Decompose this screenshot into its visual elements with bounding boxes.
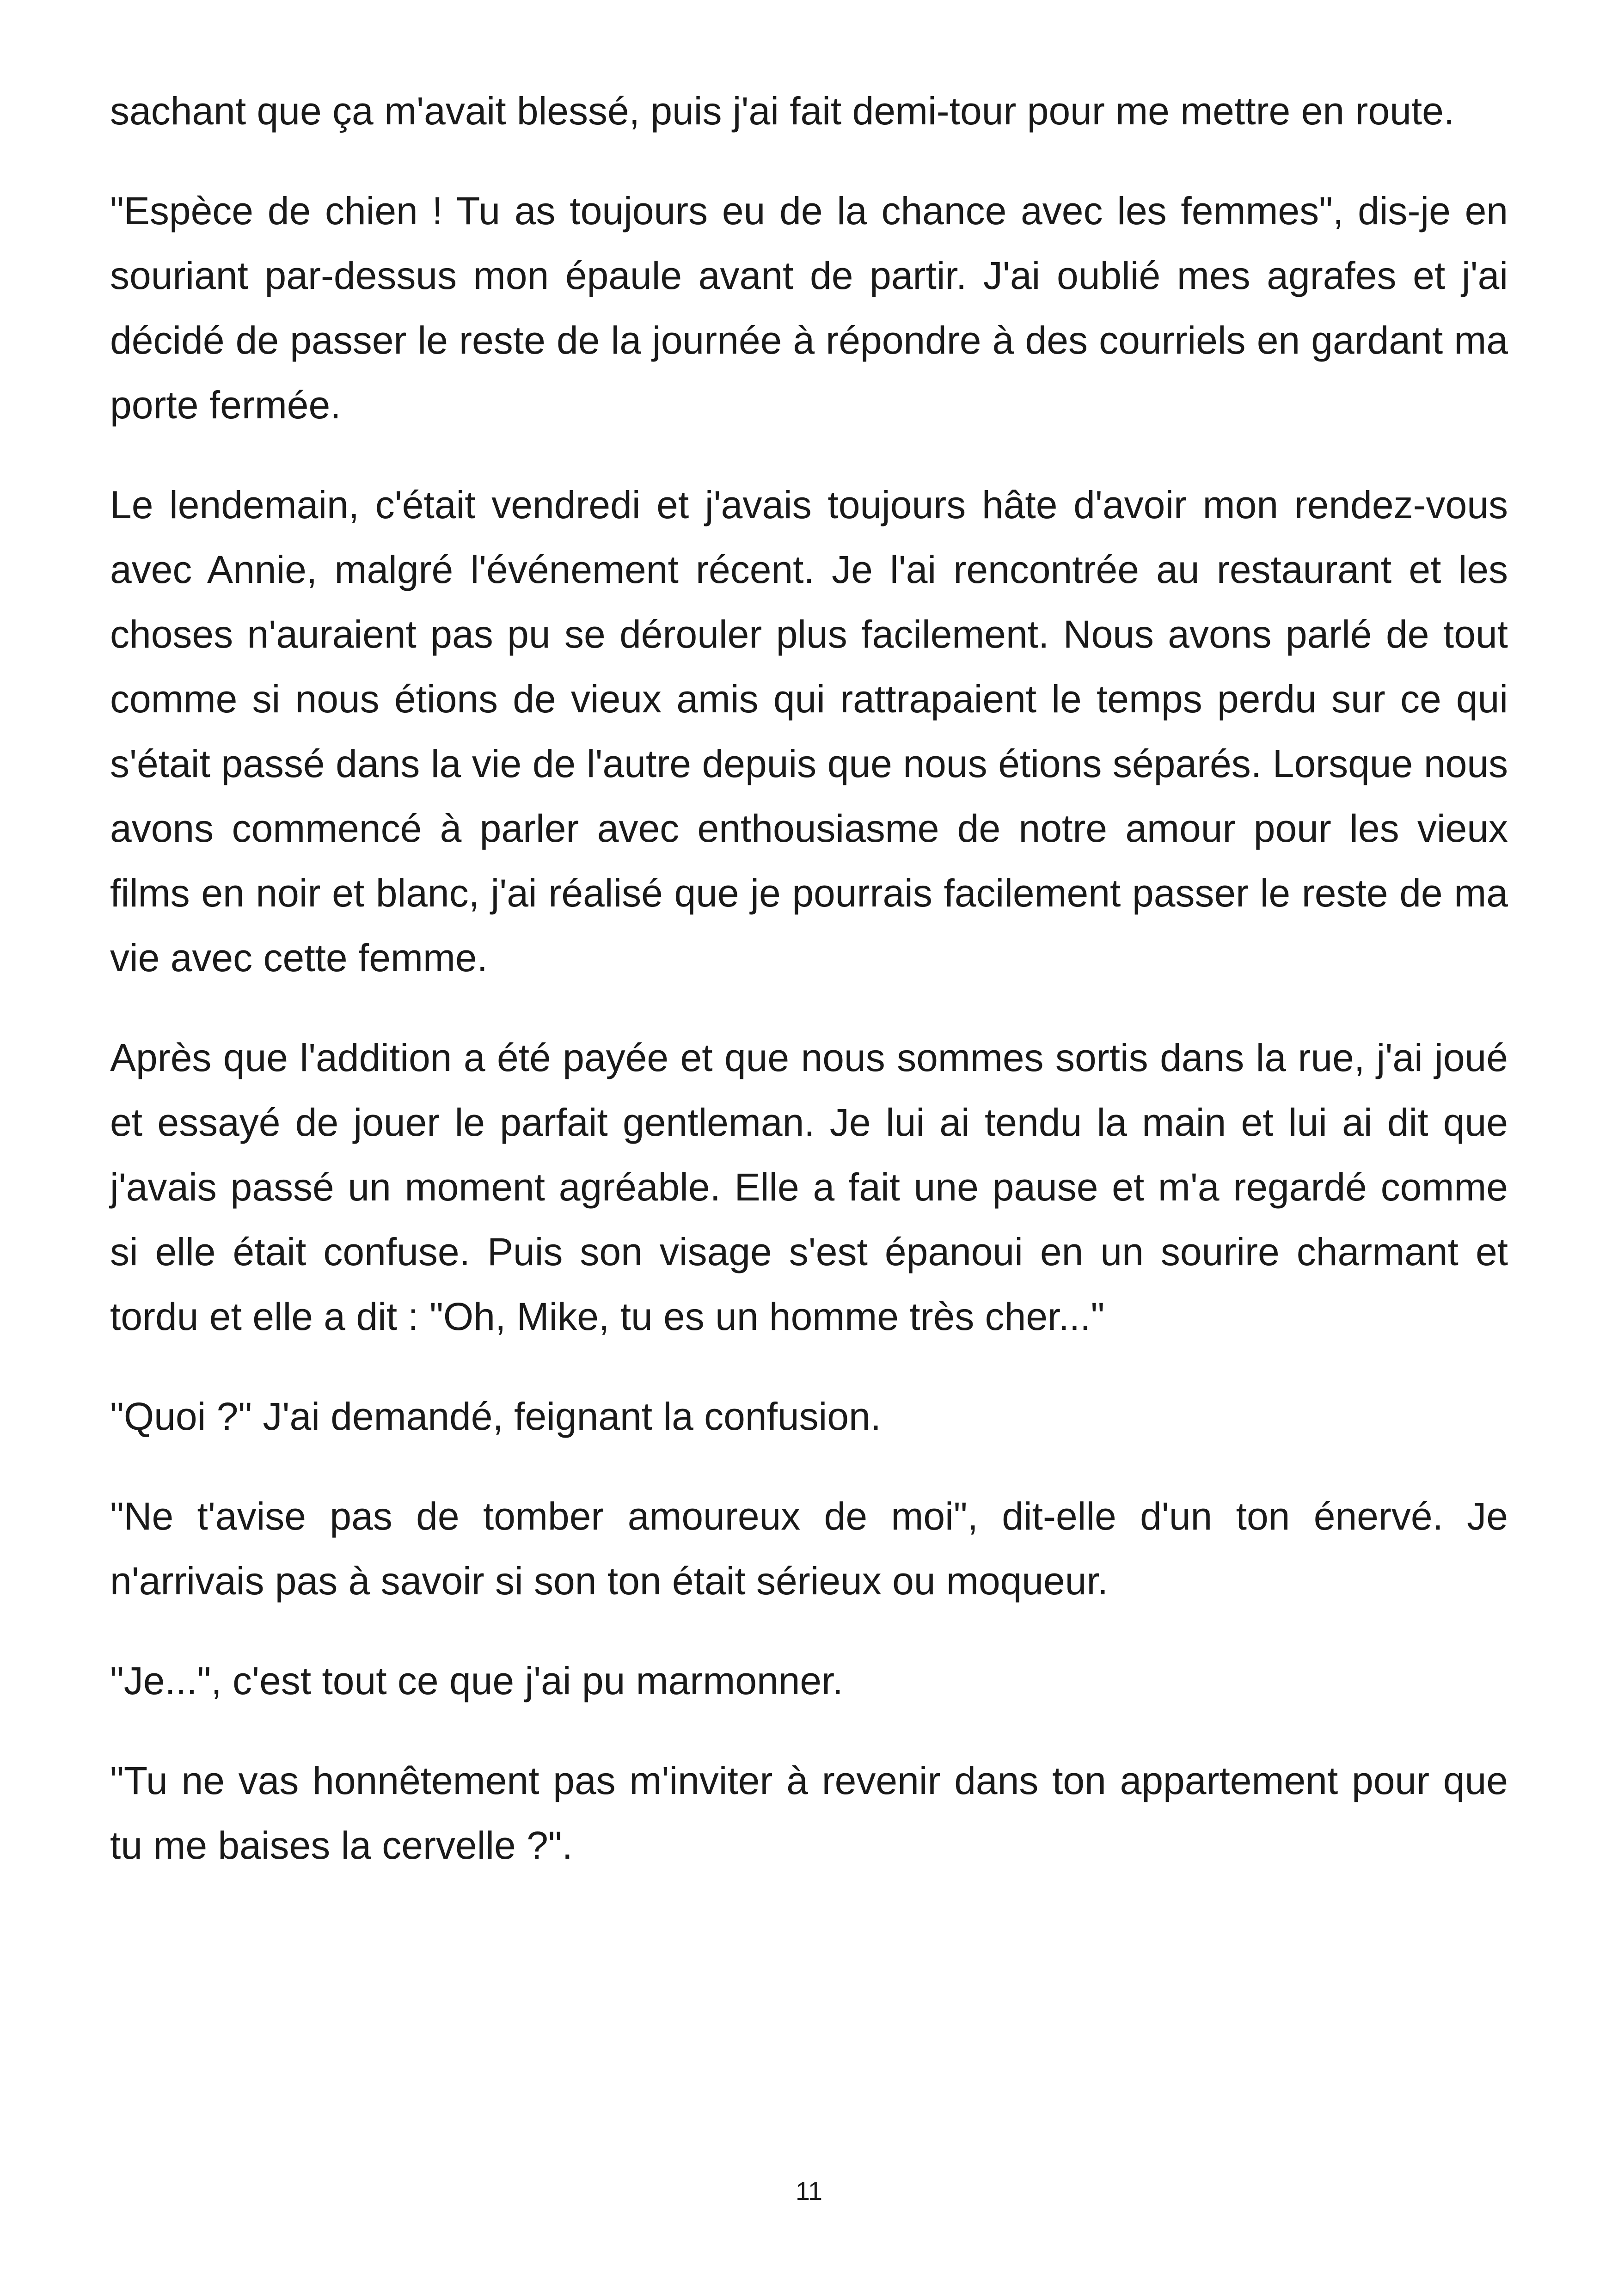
body-text [110,79,1508,1913]
paragraph: "Espèce de chien ! Tu as toujours eu de la chance avec les femmes", dis-je en souriant par-dessus mon épaule avant de partir. J'ai oublié mes agrafes et j'ai décidé de passer le reste de la journée à répondre à des courriels en gardant ma porte fermée. [110,189,1508,427]
paragraph: "Quoi ?" J'ai demandé, feignant la confusion. [110,1395,882,1438]
paragraph: Le lendemain, c'était vendredi et j'avais toujours hâte d'avoir mon rendez-vous avec Annie, malgré l'événement récent. Je l'ai rencontrée au restaurant et les choses n'auraient pas pu se dérouler plus facilement. Nous avons parlé de tout comme si nous étions de vieux amis qui rattrapaient le temps perdu sur ce qui s'était passé dans la vie de l'autre depuis que nous étions séparés. Lorsque nous avons commencé à parler avec enthousiasme de notre amour pour les vieux films en noir et blanc, j'ai réalisé que je pourrais facilement passer le reste de ma vie avec cette femme. [110,483,1508,980]
paragraph: "Je...", c'est tout ce que j'ai pu marmonner. [110,1659,843,1702]
paragraph: "Ne t'avise pas de tomber amoureux de moi", dit-elle d'un ton énervé. Je n'arrivais pas à savoir si son ton était sérieux ou moqueur. [110,1494,1508,1603]
paragraph: "Tu ne vas honnêtement pas m'inviter à revenir dans ton appartement pour que tu me baises la cervelle ?". [110,1759,1508,1867]
page-number: 11 [795,2176,823,2205]
paragraph: Après que l'addition a été payée et que nous sommes sortis dans la rue, j'ai joué et essayé de jouer le parfait gentleman. Je lui ai tendu la main et lui ai dit que j'avais passé un moment agréable. Elle a fait une pause et m'a regardé comme si elle était confuse. Puis son visage s'est épanoui en un sourire charmant et tordu et elle a dit : "Oh, Mike, tu es un homme très cher..." [110,1036,1508,1338]
paragraph: sachant que ça m'avait blessé, puis j'ai fait demi-tour pour me mettre en route. [110,89,1455,133]
